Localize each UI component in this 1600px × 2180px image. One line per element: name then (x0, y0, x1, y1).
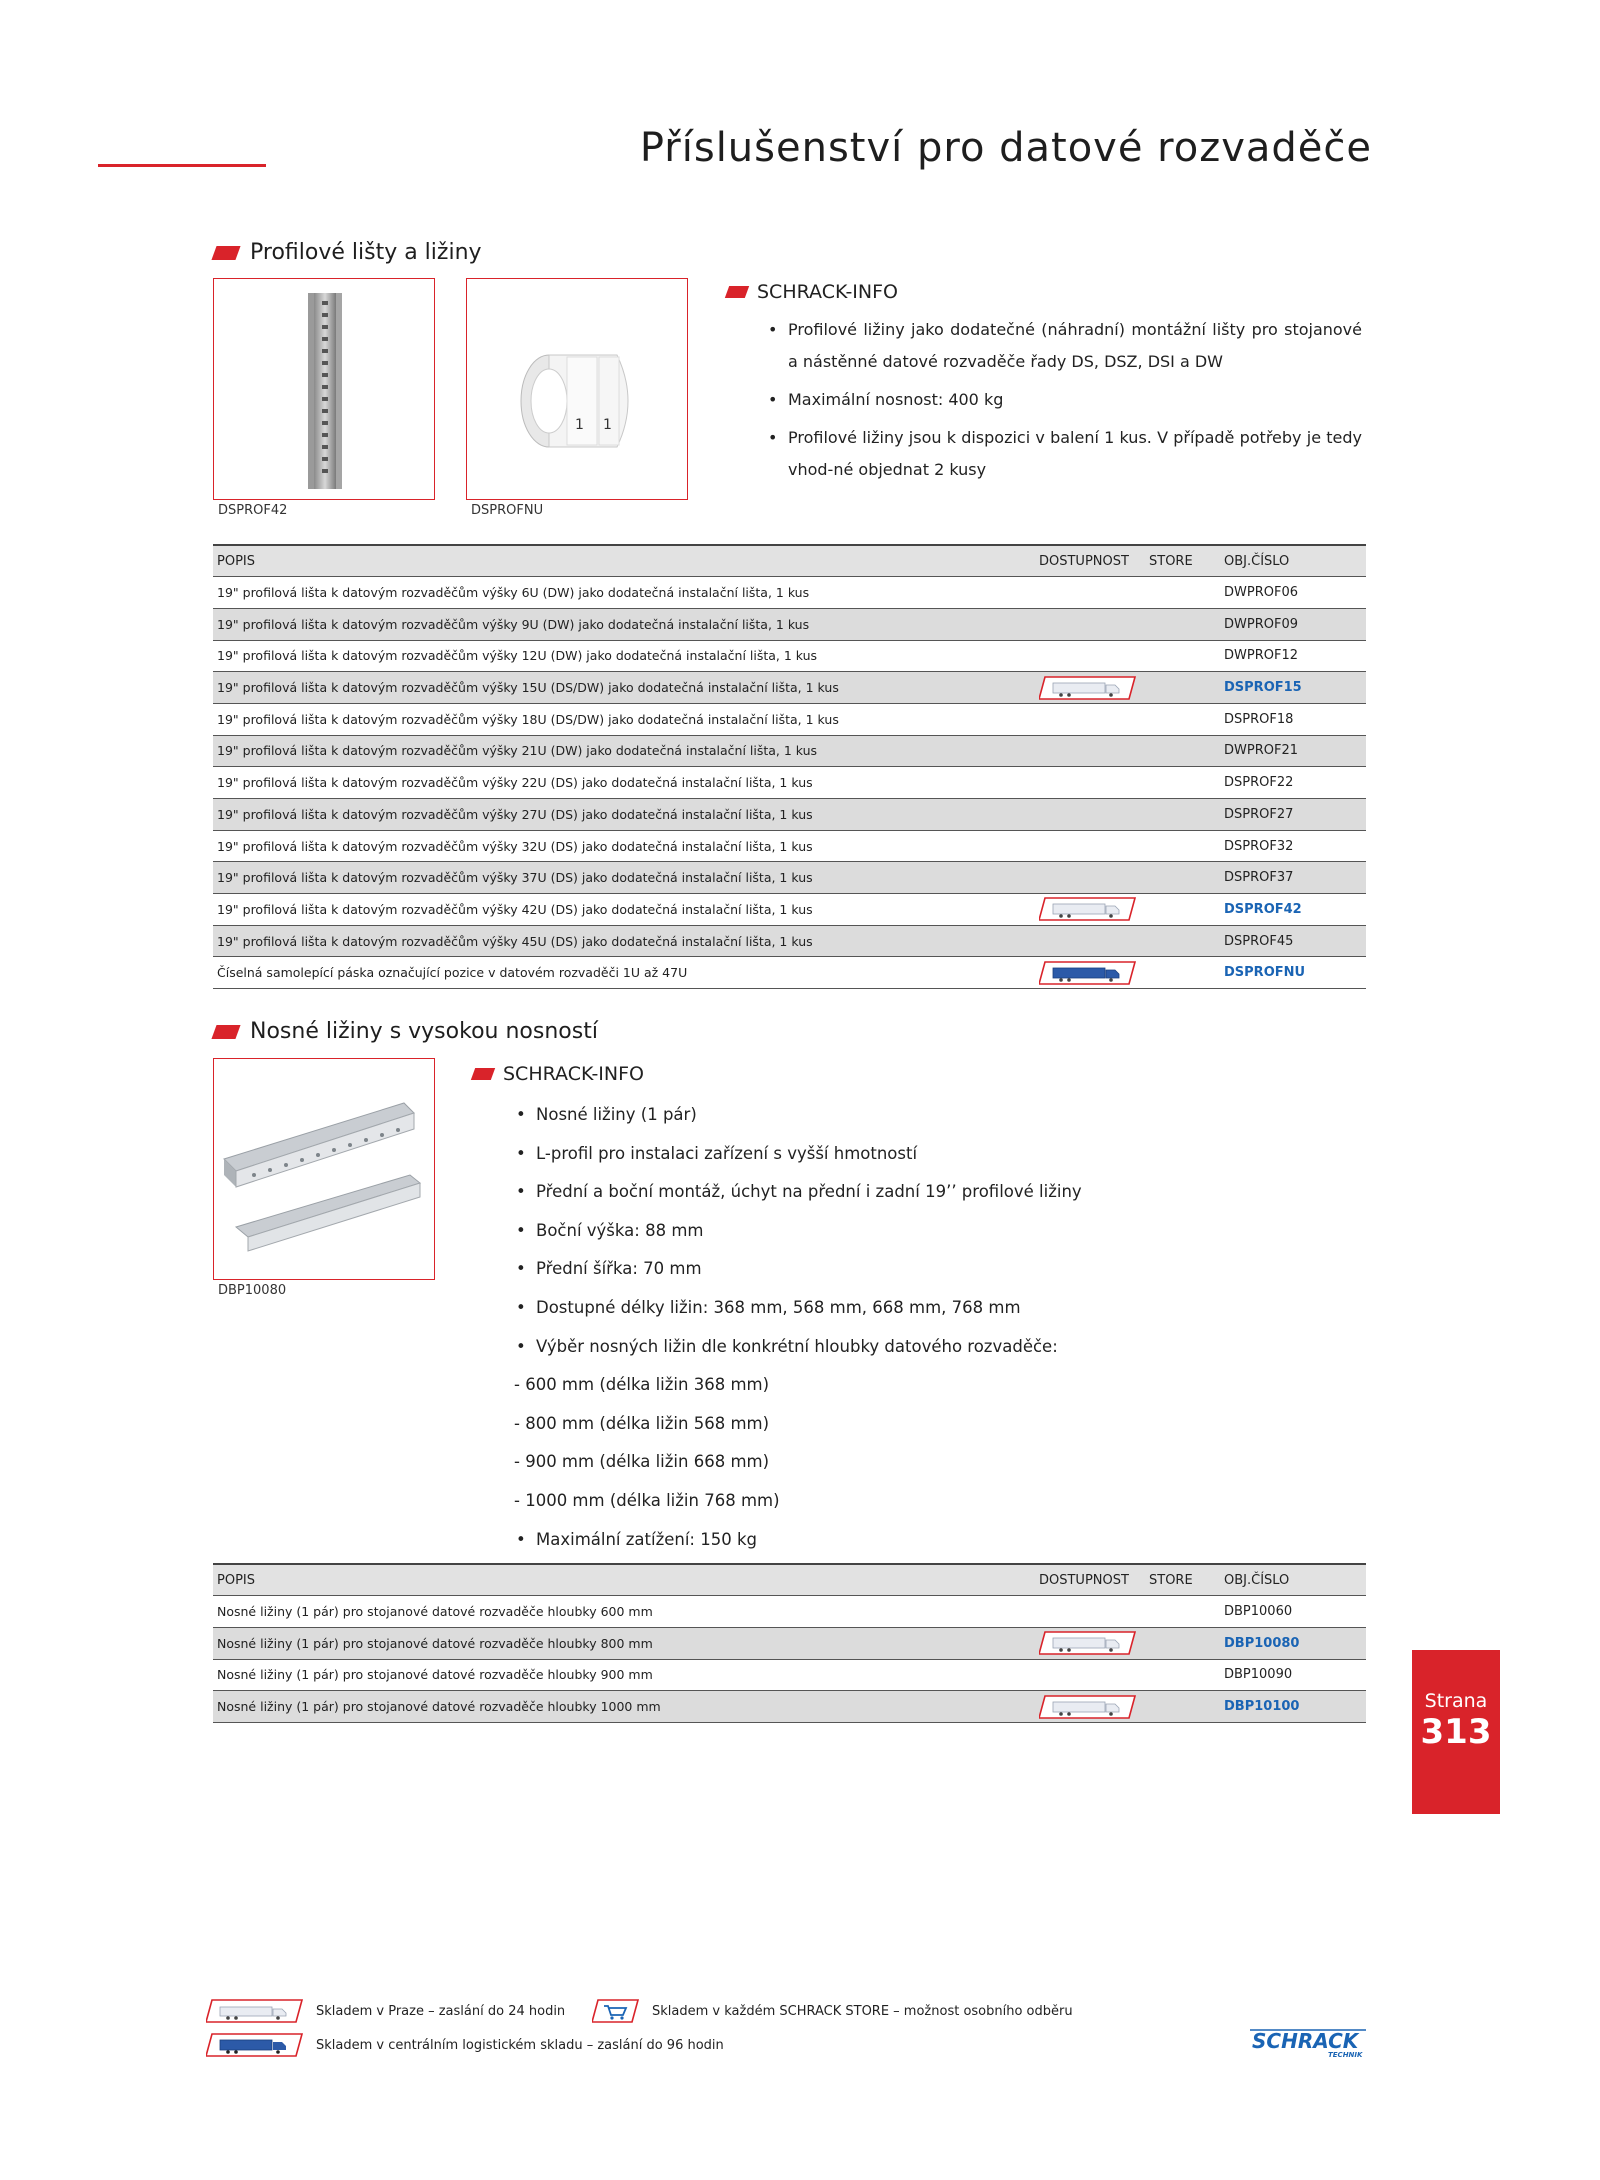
table-row (213, 608, 1366, 640)
product-image-dsprof42 (213, 278, 435, 500)
list-item: • Přední šířka: 70 mm (514, 1250, 1114, 1289)
table-row (213, 1627, 1366, 1659)
page-label: Strana (1424, 1690, 1488, 1712)
row-availability (1035, 799, 1145, 831)
list-item: - 600 mm (délka ližin 368 mm) (514, 1375, 770, 1395)
image-caption: DSPROF42 (218, 503, 288, 518)
row-availability (1035, 894, 1145, 926)
list-item: • Maximální zatížení: 150 kg (514, 1521, 1114, 1560)
row-description: Nosné ližiny (1 pár) pro stojanové datové rozvaděče hloubky 900 mm (213, 1659, 1035, 1691)
table-row (213, 957, 1366, 989)
list-item: • Přední a boční montáž, úchyt na přední i zadní 19’’ profilové ližiny (514, 1173, 1114, 1212)
row-store (1145, 1691, 1220, 1723)
row-order-code: DSPROF27 (1220, 799, 1366, 831)
list-item: • Dostupné délky ližin: 368 mm, 568 mm, 668 mm, 768 mm (514, 1289, 1114, 1328)
logo-subtitle: TECHNIK (1328, 2051, 1363, 2059)
schrack-info-heading: SCHRACK-INFO (473, 1063, 644, 1085)
row-store (1145, 767, 1220, 799)
row-order-code: DBP10090 (1220, 1659, 1366, 1691)
row-order-code: DSPROF45 (1220, 925, 1366, 957)
schrack-info-heading: SCHRACK-INFO (727, 281, 898, 303)
row-availability (1035, 672, 1145, 704)
row-store (1145, 1627, 1220, 1659)
truck-central-icon (1039, 960, 1137, 986)
table-row (213, 577, 1366, 609)
page-number-tab (1412, 1650, 1500, 1814)
row-description: Číselná samolepící páska označující pozice v datovém rozvaděči 1U až 47U (213, 957, 1035, 989)
table-header-row (213, 545, 1366, 577)
table-row (213, 767, 1366, 799)
row-availability (1035, 957, 1145, 989)
schrack-info-list (514, 1096, 1114, 1559)
image-caption: DSPROFNU (471, 503, 544, 518)
row-availability (1035, 577, 1145, 609)
legend-item-central: Skladem v centrálním logistickém skladu – zaslání do 96 hodin (206, 2032, 724, 2058)
row-store (1145, 608, 1220, 640)
support-rails-image (214, 1059, 435, 1280)
list-item: - 900 mm (délka ližin 668 mm) (514, 1452, 770, 1472)
row-availability (1035, 830, 1145, 862)
red-parallelogram-icon (211, 1025, 240, 1039)
table-row (213, 640, 1366, 672)
product-image-dsprofnu (466, 278, 688, 500)
row-order-code: DSPROF42 (1220, 894, 1366, 926)
row-store (1145, 862, 1220, 894)
row-description: 19" profilová lišta k datovým rozvaděčům výšky 27U (DS) jako dodatečná instalační lišta, 1 kus (213, 799, 1035, 831)
row-availability (1035, 767, 1145, 799)
row-availability (1035, 735, 1145, 767)
row-store (1145, 925, 1220, 957)
table-row (213, 925, 1366, 957)
row-description: Nosné ližiny (1 pár) pro stojanové datové rozvaděče hloubky 800 mm (213, 1627, 1035, 1659)
row-description: 19" profilová lišta k datovým rozvaděčům výšky 12U (DW) jako dodatečná instalační lišta, 1 kus (213, 640, 1035, 672)
column-header-popis: POPIS (213, 545, 1035, 577)
page-title: Příslušenství pro datové rozvaděče (639, 125, 1372, 171)
row-description: 19" profilová lišta k datovým rozvaděčům výšky 6U (DW) jako dodatečná instalační lišta, 1 kus (213, 577, 1035, 609)
row-order-code: DSPROF32 (1220, 830, 1366, 862)
header-rule (98, 164, 266, 167)
legend-item-prague: Skladem v Praze – zaslání do 24 hodin (206, 1998, 565, 2024)
red-parallelogram-icon (471, 1068, 495, 1080)
column-header-popis: POPIS (213, 1564, 1035, 1596)
row-store (1145, 672, 1220, 704)
row-description: Nosné ližiny (1 pár) pro stojanové datové rozvaděče hloubky 600 mm (213, 1596, 1035, 1628)
row-description: 19" profilová lišta k datovým rozvaděčům výšky 21U (DW) jako dodatečná instalační lišta, 1 kus (213, 735, 1035, 767)
column-header-obj: OBJ.ČÍSLO (1220, 1564, 1366, 1596)
row-order-code: DBP10100 (1220, 1691, 1366, 1723)
list-item: • Boční výška: 88 mm (514, 1212, 1114, 1251)
row-description: 19" profilová lišta k datovým rozvaděčům výšky 18U (DS/DW) jako dodatečná instalační lišta, 1 kus (213, 703, 1035, 735)
column-header-dostupnost: DOSTUPNOST (1035, 545, 1145, 577)
row-description: 19" profilová lišta k datovým rozvaděčům výšky 22U (DS) jako dodatečná instalační lišta, 1 kus (213, 767, 1035, 799)
red-parallelogram-icon (211, 246, 240, 260)
row-description: 19" profilová lišta k datovým rozvaděčům výšky 32U (DS) jako dodatečná instalační lišta, 1 kus (213, 830, 1035, 862)
row-order-code: DWPROF12 (1220, 640, 1366, 672)
row-description: Nosné ližiny (1 pár) pro stojanové datové rozvaděče hloubky 1000 mm (213, 1691, 1035, 1723)
table-row (213, 1659, 1366, 1691)
row-order-code: DWPROF21 (1220, 735, 1366, 767)
row-availability (1035, 925, 1145, 957)
row-store (1145, 1596, 1220, 1628)
row-store (1145, 1659, 1220, 1691)
row-availability (1035, 640, 1145, 672)
row-store (1145, 894, 1220, 926)
list-item: • Profilové ližiny jsou k dispozici v balení 1 kus. V případě potřeby je tedy vhod-né objednat 2 kusy (766, 422, 1362, 486)
logo-wordmark: SCHRACK (1252, 2029, 1359, 2053)
row-store (1145, 577, 1220, 609)
row-store (1145, 799, 1220, 831)
page-number: 313 (1420, 1712, 1492, 1752)
table-row (213, 799, 1366, 831)
legend-item-store: Skladem v každém SCHRACK STORE – možnost osobního odběru (592, 1998, 1073, 2024)
table-row (213, 1596, 1366, 1628)
section-heading-profile-rails: Profilové lišty a ližiny (214, 240, 482, 265)
table-header-row (213, 1564, 1366, 1596)
row-store (1145, 957, 1220, 989)
column-header-obj: OBJ.ČÍSLO (1220, 545, 1366, 577)
red-parallelogram-icon (725, 286, 749, 298)
svg-text:1: 1 (575, 417, 584, 433)
row-store (1145, 735, 1220, 767)
row-store (1145, 640, 1220, 672)
profile-rail-image (214, 279, 435, 500)
row-description: 19" profilová lišta k datovým rozvaděčům výšky 45U (DS) jako dodatečná instalační lišta, 1 kus (213, 925, 1035, 957)
row-availability (1035, 703, 1145, 735)
product-image-dbp10080 (213, 1058, 435, 1280)
table-row (213, 703, 1366, 735)
table-row (213, 672, 1366, 704)
row-description: 19" profilová lišta k datovým rozvaděčům výšky 42U (DS) jako dodatečná instalační lišta, 1 kus (213, 894, 1035, 926)
row-order-code: DSPROF15 (1220, 672, 1366, 704)
schrack-info-list (766, 314, 1362, 486)
row-availability (1035, 1659, 1145, 1691)
row-store (1145, 703, 1220, 735)
product-table-support-rails (213, 1563, 1366, 1723)
row-order-code: DBP10080 (1220, 1627, 1366, 1659)
truck-prague-icon (1039, 1694, 1137, 1720)
schrack-logo (1248, 2026, 1370, 2060)
number-tape-image (467, 279, 688, 500)
list-item: • Nosné ližiny (1 pár) (514, 1096, 1114, 1135)
row-order-code: DSPROF22 (1220, 767, 1366, 799)
row-availability (1035, 1627, 1145, 1659)
row-order-code: DSPROF37 (1220, 862, 1366, 894)
column-header-store: STORE (1145, 1564, 1220, 1596)
column-header-dostupnost: DOSTUPNOST (1035, 1564, 1145, 1596)
truck-prague-icon (1039, 675, 1137, 701)
table-row (213, 862, 1366, 894)
section-heading-support-rails: Nosné ližiny s vysokou nosností (214, 1019, 598, 1044)
list-item: • Výběr nosných ližin dle konkrétní hloubky datového rozvaděče: (514, 1328, 1114, 1367)
list-item: • Maximální nosnost: 400 kg (766, 384, 1362, 416)
row-description: 19" profilová lišta k datovým rozvaděčům výšky 9U (DW) jako dodatečná instalační lišta, 1 kus (213, 608, 1035, 640)
row-order-code: DSPROF18 (1220, 703, 1366, 735)
row-order-code: DWPROF06 (1220, 577, 1366, 609)
truck-prague-icon (1039, 1630, 1137, 1656)
row-availability (1035, 608, 1145, 640)
list-item: • Profilové ližiny jako dodatečné (náhradní) montážní lišty pro stojanové a nástěnné datové rozvaděče řady DS, DSZ, DSI a DW (766, 314, 1362, 378)
row-description: 19" profilová lišta k datovým rozvaděčům výšky 37U (DS) jako dodatečná instalační lišta, 1 kus (213, 862, 1035, 894)
row-availability (1035, 1596, 1145, 1628)
list-item: • L-profil pro instalaci zařízení s vyšší hmotností (514, 1135, 1114, 1174)
row-store (1145, 830, 1220, 862)
table-row (213, 830, 1366, 862)
row-availability (1035, 1691, 1145, 1723)
row-description: 19" profilová lišta k datovým rozvaděčům výšky 15U (DS/DW) jako dodatečná instalační lišta, 1 kus (213, 672, 1035, 704)
truck-prague-icon (1039, 896, 1137, 922)
image-caption: DBP10080 (218, 1283, 287, 1298)
row-availability (1035, 862, 1145, 894)
row-order-code: DSPROFNU (1220, 957, 1366, 989)
list-item: - 1000 mm (délka ližin 768 mm) (514, 1490, 780, 1510)
product-table-profile-rails (213, 544, 1366, 989)
truck-central-icon (206, 2032, 304, 2058)
table-row (213, 894, 1366, 926)
svg-text:1: 1 (603, 417, 612, 433)
table-row (213, 735, 1366, 767)
shopping-cart-icon (592, 1998, 640, 2024)
table-row (213, 1691, 1366, 1723)
column-header-store: STORE (1145, 545, 1220, 577)
truck-prague-icon (206, 1998, 304, 2024)
row-order-code: DWPROF09 (1220, 608, 1366, 640)
list-item: - 800 mm (délka ližin 568 mm) (514, 1413, 770, 1433)
row-order-code: DBP10060 (1220, 1596, 1366, 1628)
